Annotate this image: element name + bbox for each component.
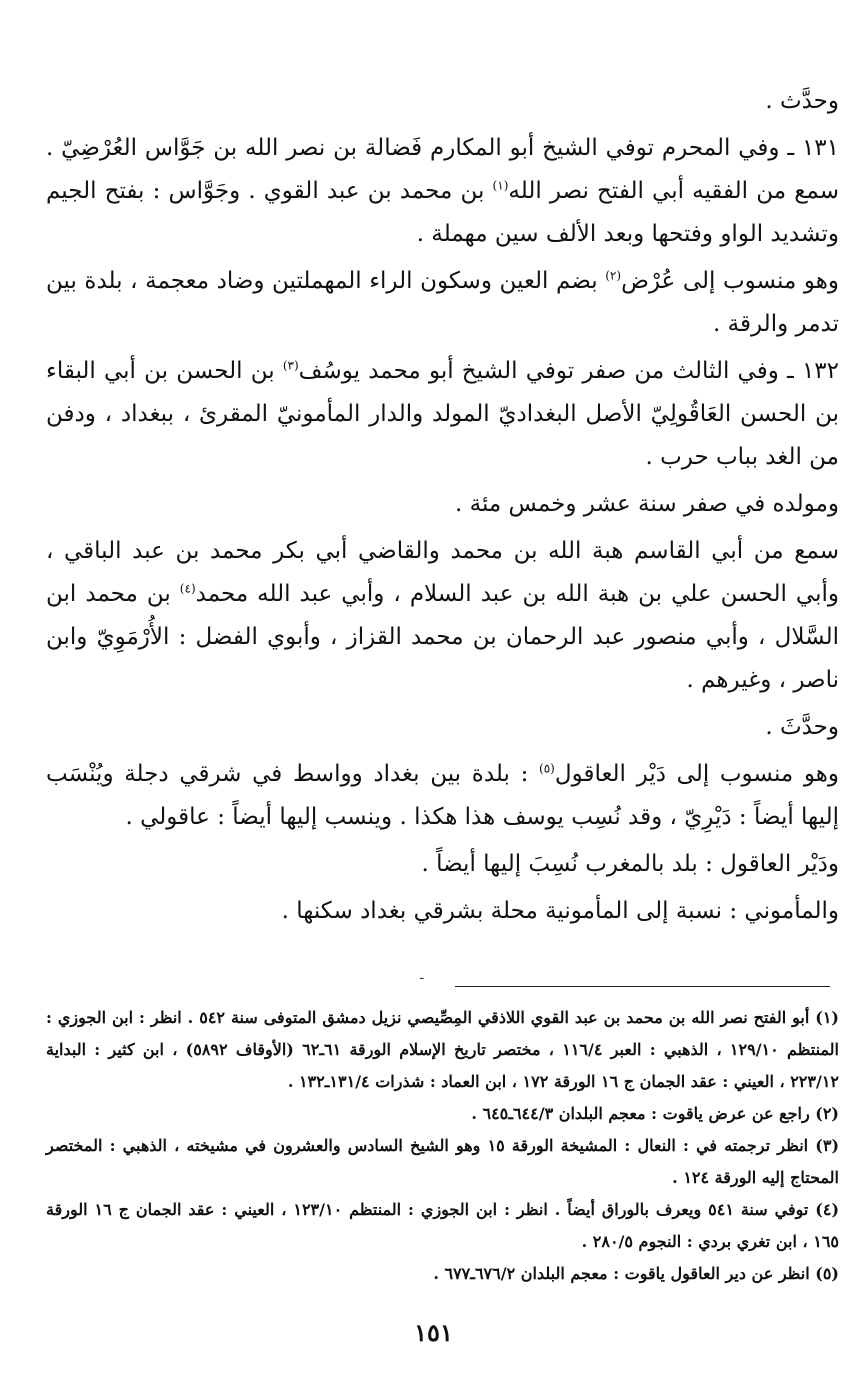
footnote-1: (١) أبو الفتح نصر الله بن محمد بن عبد القوي اللاذقي المِصِّيصي نزيل دمشق المتوفى سنة ٥٤٢ . انظر : ابن الجوزي : المنتظم ١٢٩/١٠ ، الذهبي : العبر ١١٦/٤ ، مختصر تاريخ الإسلام الورقة ٦١ـ٦٢ (الأوقاف ٥٨٩٢) ، ابن كثير : البداية ٢٢٣/١٢ ، العيني : عقد الجمان ج ١٦ الورقة ١٧٢ ، ابن العماد : شذرات ١٣١/٤ـ١٣٢ . — [46, 1008, 839, 1091]
footnote-ref-4: (٤) — [179, 581, 196, 596]
paragraph — [46, 483, 839, 526]
paragraph — [46, 80, 839, 123]
footnote-3: (٣) انظر ترجمته في : النعال : المشيخة الورقة ١٥ وهو الشيخ السادس والعشرون في مشيخته ، الذهبي : المختصر المحتاج إليه الورقة ١٢٤ . — [46, 1136, 840, 1187]
paragraph — [46, 843, 839, 886]
footnote-4: (٤) توفي سنة ٥٤١ ويعرف بالوراق أيضاً . انظر : ابن الجوزي : المنتظم ١٢٣/١٠ ، العيني : عقد الجمان ج ١٦ الورقة ١٦٥ ، ابن تغري بردي : النجوم ٢٨٠/٥ . — [46, 1200, 840, 1251]
paragraph-text: ودَيْر العاقول : بلد بالمغرب نُسِبَ إليها أيضاً . — [421, 851, 839, 877]
footnotes — [46, 1002, 839, 1290]
footnote-divider — [455, 986, 830, 987]
paragraph-text: سمع من أبي القاسم هبة الله بن محمد والقاضي أبي بكر محمد بن عبد الباقي ، وأبي الحسن علي بن هبة الله بن عبد السلام ، وأبي عبد الله محمد — [46, 538, 839, 607]
paragraph-entry-132 — [46, 350, 839, 479]
paragraph-text: بن محمد بن عبد القوي . وجَوَّاس : بفتح الجيم وتشديد الواو وفتحها وبعد الألف سين مهملة . — [46, 178, 839, 247]
paragraph-text: : بلدة بين بغداد وواسط في شرقي دجلة ويُنْسَب إليها أيضاً : دَيْرِيّ ، وقد نُسِب يوسف هذا هكذا . وينسب إليها أيضاً : عاقولي . — [46, 761, 839, 830]
paragraph — [46, 706, 839, 749]
paragraph-text: وحدَّث . — [765, 88, 839, 114]
footnote-ref-2: (٢) — [605, 268, 622, 283]
paragraph-text: ١٣١ ـ وفي المحرم توفي الشيخ أبو المكارم فَضالة بن نصر الله بن جَوَّاس العُرْضِيّ . سمع من الفقيه أبي الفتح نصر الله — [46, 135, 840, 204]
paragraph-text: بن الحسن بن أبي البقاء بن الحسن العَاقُولِيّ الأصل البغداديّ المولد والدار المأمونيّ المقرئ ، ببغداد ، ودفن من الغد بباب حرب . — [46, 358, 839, 470]
paragraph-text: وهو منسوب إلى دَيْر العاقول — [554, 761, 840, 787]
paragraph-text: والمأموني : نسبة إلى المأمونية محلة بشرقي بغداد سكنها . — [281, 898, 839, 924]
ornament: ـ — [420, 968, 424, 982]
footnote-ref-5: (٥) — [539, 761, 555, 776]
paragraph-text: وحدَّثَ . — [765, 714, 839, 740]
paragraph — [46, 260, 839, 346]
paragraph-text: بضم العين وسكون الراء المهملتين وضاد معجمة ، بلدة بين تدمر والرقة . — [46, 268, 839, 337]
main-text — [46, 80, 839, 937]
footnote-5: (٥) انظر عن دير العاقول ياقوت : معجم البلدان ٦٧٦/٢ـ٦٧٧ . — [433, 1264, 839, 1283]
paragraph-text: ومولده في صفر سنة عشر وخمس مئة . — [455, 491, 839, 517]
paragraph — [46, 890, 839, 933]
footnote-ref-1: (١) — [492, 178, 509, 193]
footnote-ref-3: (٣) — [282, 358, 299, 373]
paragraph-text: ١٣٢ ـ وفي الثالث من صفر توفي الشيخ أبو محمد يوسُف — [298, 358, 840, 384]
paragraph-entry-131 — [46, 127, 839, 256]
footnote-2: (٢) راجع عن عرض ياقوت : معجم البلدان ٦٤٤/٣ـ٦٤٥ . — [471, 1104, 839, 1123]
paragraph — [46, 530, 839, 702]
paragraph-text: وهو منسوب إلى عُرْض — [621, 268, 839, 294]
paragraph — [46, 753, 839, 839]
page-number: ١٥١ — [414, 1318, 453, 1347]
paragraph-text: بن محمد ابن السَّلال ، وأبي منصور عبد الرحمان بن محمد القزاز ، وأبوي الفضل : الأُرْمَوِيّ وابن ناصر ، وغيرهم . — [46, 581, 839, 693]
